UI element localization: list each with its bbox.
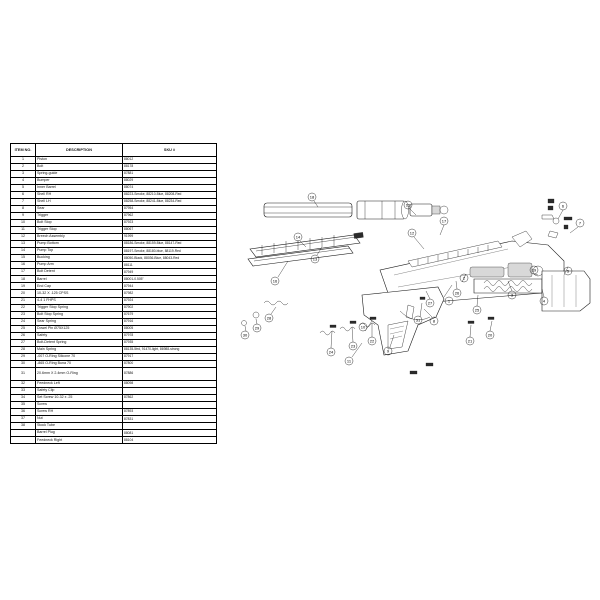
table-row <box>11 283 217 290</box>
callout-10 <box>359 323 367 331</box>
callout-label: 11 <box>346 358 352 364</box>
table-row <box>11 205 217 212</box>
cell-description: Trigger Stop Spring <box>36 304 123 311</box>
cell-item-no: 14 <box>11 248 36 255</box>
cell-description: Set Screw 10-32 x .25 <box>36 395 123 402</box>
column-header-description: DESCRIPTION <box>36 144 123 157</box>
table-row <box>11 318 217 325</box>
callout-8 <box>430 317 438 325</box>
upper-right-hardware <box>542 199 572 238</box>
cell-item-no: 2 <box>11 163 36 170</box>
callout-label: 30 <box>242 332 248 338</box>
cell-description: Main Spring <box>36 346 123 353</box>
cell-item-no: 17 <box>11 269 36 276</box>
cell-description: Trigger <box>36 212 123 219</box>
cell-item-no: 3 <box>11 170 36 177</box>
callout-25 <box>473 306 481 314</box>
cell-item-no: 25 <box>11 325 36 332</box>
bolt-group <box>357 201 409 219</box>
cell-item-no: 6 <box>11 191 36 198</box>
cell-description: End Cap <box>36 283 123 290</box>
callout-label: 1 <box>447 298 451 304</box>
callout-label: 22 <box>369 338 375 344</box>
callout-30 <box>241 331 249 339</box>
table-row <box>11 248 217 255</box>
cell-item-no: 31 <box>11 368 36 381</box>
table-row <box>11 360 217 367</box>
cell-item-no <box>11 437 36 444</box>
cell-item-no: 23 <box>11 311 36 318</box>
table-row <box>11 395 217 402</box>
cell-sku: 87862 <box>123 395 217 402</box>
callout-21 <box>466 337 474 345</box>
cell-sku: 87917 <box>123 353 217 360</box>
cell-item-no: 35 <box>11 402 36 409</box>
cell-description: Feedneck Left <box>36 381 123 388</box>
table-row <box>11 227 217 234</box>
table-row <box>11 388 217 395</box>
cell-description: Breech Assembly <box>36 234 123 241</box>
table-body <box>11 156 217 444</box>
cell-sku: 88111 <box>123 262 217 269</box>
cell-sku: 87944 <box>123 283 217 290</box>
callout-20 <box>486 331 494 339</box>
cell-item-no: 38 <box>11 423 36 430</box>
callout-14 <box>294 233 302 241</box>
cell-sku <box>123 402 217 409</box>
inner-barrel-group <box>264 203 352 217</box>
cell-sku: 87978 <box>123 332 217 339</box>
cell-description: Feedneck Right <box>36 437 123 444</box>
callout-label: 17 <box>441 218 447 224</box>
table-row <box>11 255 217 262</box>
callout-11 <box>345 357 353 365</box>
cell-description: -865 O-Ring Buna 70 <box>36 360 123 367</box>
cell-sku: 87916 <box>123 318 217 325</box>
table-row <box>11 402 217 409</box>
table-row <box>11 325 217 332</box>
cell-item-no <box>11 430 36 437</box>
table-row <box>11 381 217 388</box>
callout-label: 10 <box>360 324 366 330</box>
cell-sku: 88081 <box>123 430 217 437</box>
table-row <box>11 170 217 177</box>
table-row <box>11 276 217 283</box>
cell-description: 20.6mm X 2.4mm O-Ring <box>36 368 123 381</box>
callout-label: 3 <box>510 292 514 298</box>
callout-16 <box>271 277 279 285</box>
callout-7 <box>576 219 584 227</box>
cell-description: 10-32 X .125 CPSS <box>36 290 123 297</box>
callout-label: 26 <box>454 290 460 296</box>
cell-sku: 87982 <box>123 290 217 297</box>
cell-item-no: 24 <box>11 318 36 325</box>
cell-item-no: 18 <box>11 276 36 283</box>
cell-item-no: 34 <box>11 395 36 402</box>
table-row <box>11 262 217 269</box>
table-row <box>11 290 217 297</box>
cell-item-no: 13 <box>11 241 36 248</box>
callout-13 <box>311 255 319 263</box>
cell-item-no: 19 <box>11 283 36 290</box>
callout-label: 5 <box>566 268 570 274</box>
callout-23 <box>349 342 357 350</box>
callout-label: 15 <box>405 202 411 208</box>
callout-label: 7 <box>578 220 582 226</box>
cell-sku: 87831 <box>123 416 217 423</box>
cell-sku: 87886 <box>123 368 217 381</box>
pump-assembly-group <box>248 232 363 266</box>
cell-item-no: 5 <box>11 184 36 191</box>
cell-sku: 88197-Smoke, 88180-blue, 88119-Red <box>123 248 217 255</box>
cell-item-no: 32 <box>11 381 36 388</box>
piston-group <box>410 204 448 216</box>
cell-item-no: 8 <box>11 205 36 212</box>
callout-label: 21 <box>467 338 473 344</box>
callout-12 <box>408 229 416 237</box>
cell-description: Bumper <box>36 177 123 184</box>
cell-sku: 88178 <box>123 163 217 170</box>
table-row <box>11 191 217 198</box>
cell-description: Screw <box>36 402 123 409</box>
callout-label: 28 <box>266 315 272 321</box>
cell-sku: 87881 <box>123 170 217 177</box>
cell-item-no: 15 <box>11 255 36 262</box>
callout-label: 12 <box>409 230 415 236</box>
cell-description: Bolt Stop <box>36 220 123 227</box>
table-row <box>11 311 217 318</box>
cell-description: Sear Spring <box>36 318 123 325</box>
callout-6 <box>559 202 567 210</box>
parts-table <box>10 143 217 444</box>
callout-label: 29 <box>254 325 260 331</box>
cell-description: Barrel Plug <box>36 430 123 437</box>
table-row <box>11 332 217 339</box>
callout-label: 16 <box>272 278 278 284</box>
cell-sku <box>123 388 217 395</box>
callout-label: 2 <box>462 275 466 281</box>
cell-item-no: 4 <box>11 177 36 184</box>
callout-22 <box>368 337 376 345</box>
callout-18 <box>308 193 316 201</box>
cell-sku: 88186-Smoke, 88159-Blue, 88147-Red <box>123 241 217 248</box>
cell-item-no: 9 <box>11 212 36 219</box>
cell-sku: 87893 <box>123 409 217 416</box>
callout-28 <box>265 314 273 322</box>
cell-description: Piston <box>36 156 123 163</box>
table-row <box>11 220 217 227</box>
cell-description: Spring-guide <box>36 170 123 177</box>
cell-item-no: 29 <box>11 353 36 360</box>
cell-description: Safety <box>36 332 123 339</box>
cell-item-no: 20 <box>11 290 36 297</box>
table-row <box>11 241 217 248</box>
callout-label: 4 <box>542 298 546 304</box>
cell-sku: 87924 <box>123 297 217 304</box>
table-row <box>11 184 217 191</box>
cell-description: Pump Top <box>36 248 123 255</box>
callout-17 <box>440 217 448 225</box>
table-row <box>11 304 217 311</box>
callout-label: 14 <box>295 234 301 240</box>
cell-sku: 87923 <box>123 220 217 227</box>
grip-frame-group <box>362 287 444 355</box>
cell-sku: 88029 <box>123 177 217 184</box>
table-head <box>11 144 217 157</box>
callout-24 <box>327 348 335 356</box>
callout-label: 25 <box>474 307 480 313</box>
cell-sku: 88074 <box>123 184 217 191</box>
table-row <box>11 177 217 184</box>
callout-29 <box>253 324 261 332</box>
cell-item-no: 11 <box>11 227 36 234</box>
cell-description: Pump Bottom <box>36 241 123 248</box>
callout-label: 6 <box>561 203 565 209</box>
cell-description: Trigger Stop <box>36 227 123 234</box>
cell-description: Screw RH <box>36 409 123 416</box>
table-row <box>11 437 217 444</box>
cell-description: Shell RH <box>36 191 123 198</box>
table-row <box>11 353 217 360</box>
cell-description: Bolt Stop Spring <box>36 311 123 318</box>
cell-description: Barrel <box>36 276 123 283</box>
cell-item-no: 26 <box>11 332 36 339</box>
cell-item-no: 36 <box>11 409 36 416</box>
table-header-row <box>11 144 217 157</box>
cell-sku: 87935 <box>123 339 217 346</box>
cell-description: Nut <box>36 416 123 423</box>
table-row <box>11 346 217 353</box>
table-row <box>11 156 217 163</box>
cell-item-no: 12 <box>11 234 36 241</box>
cell-description: Bolt Detent <box>36 269 123 276</box>
cell-description: -007 O-Ring Silicone 70 <box>36 353 123 360</box>
table-row <box>11 409 217 416</box>
cell-description: Inner Barrel <box>36 184 123 191</box>
cell-sku: 87954 <box>123 205 217 212</box>
callout-label: 31 <box>415 317 421 323</box>
cell-description: Stock Tube <box>36 423 123 430</box>
cell-sku: 88104 <box>123 437 217 444</box>
table-row <box>11 423 217 430</box>
cell-sku: 88135-5trd, 91470-light, 86988-strong <box>123 346 217 353</box>
cell-description: Shell LH <box>36 198 123 205</box>
cell-item-no: 33 <box>11 388 36 395</box>
cell-item-no: 30 <box>11 360 36 367</box>
table-row <box>11 430 217 437</box>
cell-sku: 88050-Black, 88036-Blue, 88043-Red <box>123 255 217 262</box>
cell-description: Pump Arm <box>36 262 123 269</box>
cell-description: Bolt-Detent Spring <box>36 339 123 346</box>
table-row <box>11 198 217 205</box>
table-row <box>11 368 217 381</box>
exploded-diagram <box>212 175 597 405</box>
cell-sku: 87902 <box>123 304 217 311</box>
cell-item-no: 16 <box>11 262 36 269</box>
cell-description: Safety Clip <box>36 388 123 395</box>
cell-item-no: 7 <box>11 198 36 205</box>
cell-item-no: 21 <box>11 297 36 304</box>
table-row <box>11 269 217 276</box>
cell-description: Bucking <box>36 255 123 262</box>
callout-label: 19 <box>531 267 537 273</box>
cell-sku <box>123 423 217 430</box>
callout-label: 20 <box>487 332 493 338</box>
table-row <box>11 163 217 170</box>
cell-item-no: 28 <box>11 346 36 353</box>
cell-description: 4-4 1 FHPS <box>36 297 123 304</box>
cell-sku: 87800 <box>123 360 217 367</box>
cell-sku: 91999 <box>123 234 217 241</box>
cell-sku: 88258-Smoke, 88241-Blue, 88234-Red <box>123 198 217 205</box>
column-header-sku: SKU # <box>123 144 217 157</box>
column-header-item-no: ITEM NO. <box>11 144 36 157</box>
cell-sku: 88223-Smoke, 88210-Blue, 88208-Red <box>123 191 217 198</box>
cell-item-no: 22 <box>11 304 36 311</box>
cell-item-no: 27 <box>11 339 36 346</box>
diagram-svg <box>212 175 597 405</box>
table-row <box>11 416 217 423</box>
cell-sku: 88001-0.505" <box>123 276 217 283</box>
callout-label: 9 <box>386 348 390 354</box>
cell-sku: 88005 <box>123 325 217 332</box>
callout-label: 24 <box>328 349 334 355</box>
cell-sku: 88012 <box>123 156 217 163</box>
cell-item-no: 10 <box>11 220 36 227</box>
table-row <box>11 297 217 304</box>
callout-label: 27 <box>427 300 433 306</box>
cell-sku: 87679 <box>123 311 217 318</box>
cell-description: Bolt <box>36 163 123 170</box>
callout-label: 23 <box>350 343 356 349</box>
callout-label: 13 <box>312 256 318 262</box>
cell-item-no: 1 <box>11 156 36 163</box>
callout-label: 8 <box>432 318 436 324</box>
callout-label: 18 <box>309 194 315 200</box>
table-row <box>11 212 217 219</box>
cell-sku: 87962 <box>123 212 217 219</box>
table-row <box>11 234 217 241</box>
cell-item-no: 37 <box>11 416 36 423</box>
cell-description: Dowel Pin Ø75X125 <box>36 325 123 332</box>
cell-sku: 87949 <box>123 269 217 276</box>
table-row <box>11 339 217 346</box>
cell-description: Sear <box>36 205 123 212</box>
cell-sku: 88067 <box>123 227 217 234</box>
cell-sku: 88098 <box>123 381 217 388</box>
